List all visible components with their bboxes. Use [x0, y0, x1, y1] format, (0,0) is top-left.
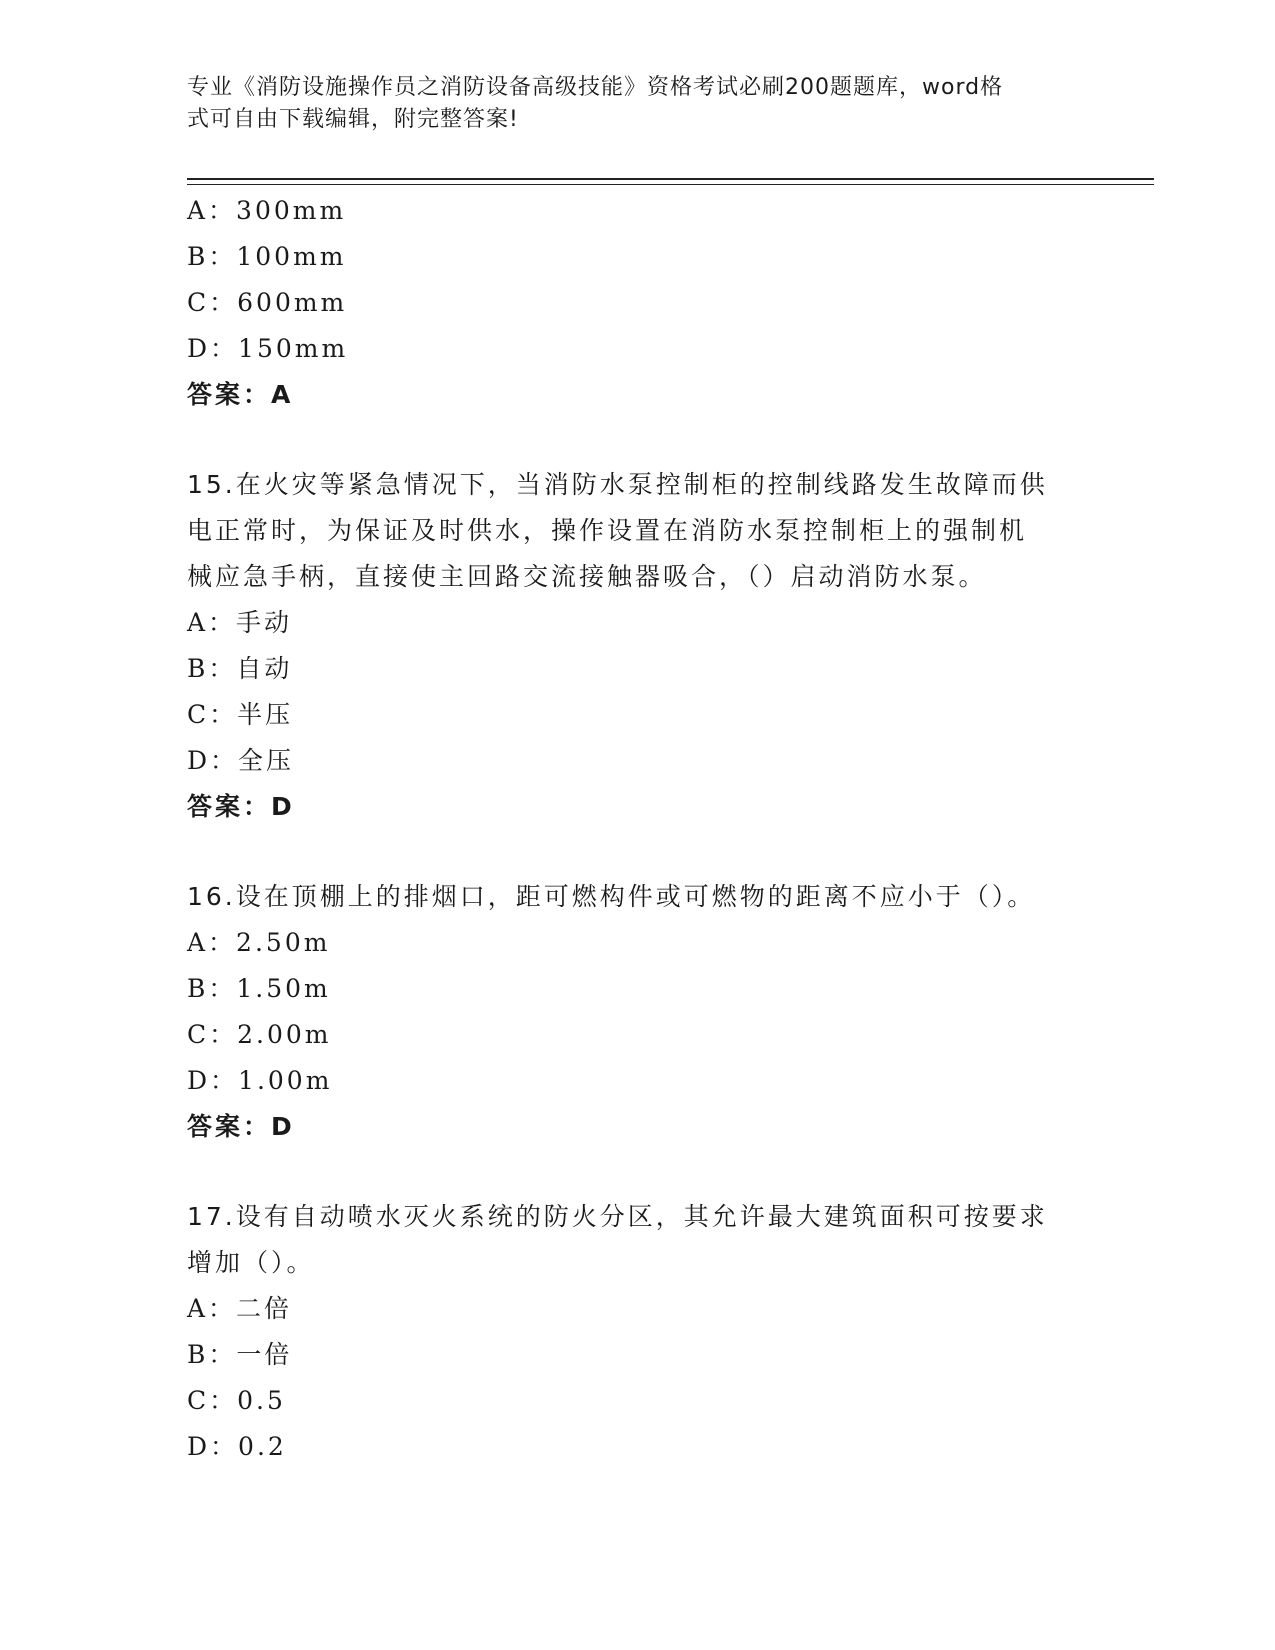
option-d: D：1.00m: [187, 1066, 333, 1095]
question-text-line: 17.设有自动喷水灭火系统的防火分区，其允许最大建筑面积可按要求: [187, 1202, 1048, 1231]
answer-line: [187, 784, 1087, 830]
answer-value: D: [271, 792, 295, 821]
question-text-line: 械应急手柄，直接使主回路交流接触器吸合，（）启动消防水泵。: [187, 562, 987, 591]
option-b: B：自动: [187, 654, 293, 683]
answer-label: 答案：: [187, 792, 272, 821]
option-a: A：二倍: [187, 1294, 293, 1323]
question-text-line: 15.在火灾等紧急情况下，当消防水泵控制柜的控制线路发生故障而供: [187, 470, 1048, 499]
answer-value: A: [271, 380, 294, 409]
question-block-17: [187, 1194, 1087, 1470]
question-list: [187, 188, 1087, 1470]
answer-line: [187, 372, 1087, 418]
option-b: B：100mm: [187, 242, 347, 271]
option-c: C：600mm: [187, 288, 348, 317]
option-c: C：半压: [187, 700, 294, 729]
option-a: A：手动: [187, 608, 293, 637]
answer-line: [187, 1104, 1087, 1150]
header-divider-thick: [187, 178, 1154, 180]
document-header: [187, 72, 1087, 136]
question-text-line: 电正常时，为保证及时供水，操作设置在消防水泵控制柜上的强制机: [187, 516, 1028, 545]
option-c: C：0.5: [187, 1386, 286, 1415]
option-a: A：2.50m: [187, 928, 331, 957]
option-a: A：300mm: [187, 196, 347, 225]
answer-label: 答案：: [187, 380, 272, 409]
header-line-2: 式可自由下载编辑，附完整答案!: [187, 107, 519, 132]
question-block-14: [187, 188, 1087, 418]
question-text-line: 增加（）。: [187, 1248, 315, 1277]
question-block-16: [187, 874, 1087, 1150]
option-c: C：2.00m: [187, 1020, 332, 1049]
option-d: D：0.2: [187, 1432, 287, 1461]
answer-label: 答案：: [187, 1112, 272, 1141]
option-b: B：1.50m: [187, 974, 331, 1003]
header-divider-thin: [187, 184, 1154, 185]
option-d: D：全压: [187, 746, 295, 775]
answer-value: D: [271, 1112, 295, 1141]
question-block-15: [187, 462, 1087, 830]
option-d: D：150mm: [187, 334, 349, 363]
option-b: B：一倍: [187, 1340, 293, 1369]
header-line-1: 专业《消防设施操作员之消防设备高级技能》资格考试必刷200题题库，word格: [187, 75, 1004, 100]
question-text-line: 16.设在顶棚上的排烟口，距可燃构件或可燃物的距离不应小于（）。: [187, 882, 1036, 911]
